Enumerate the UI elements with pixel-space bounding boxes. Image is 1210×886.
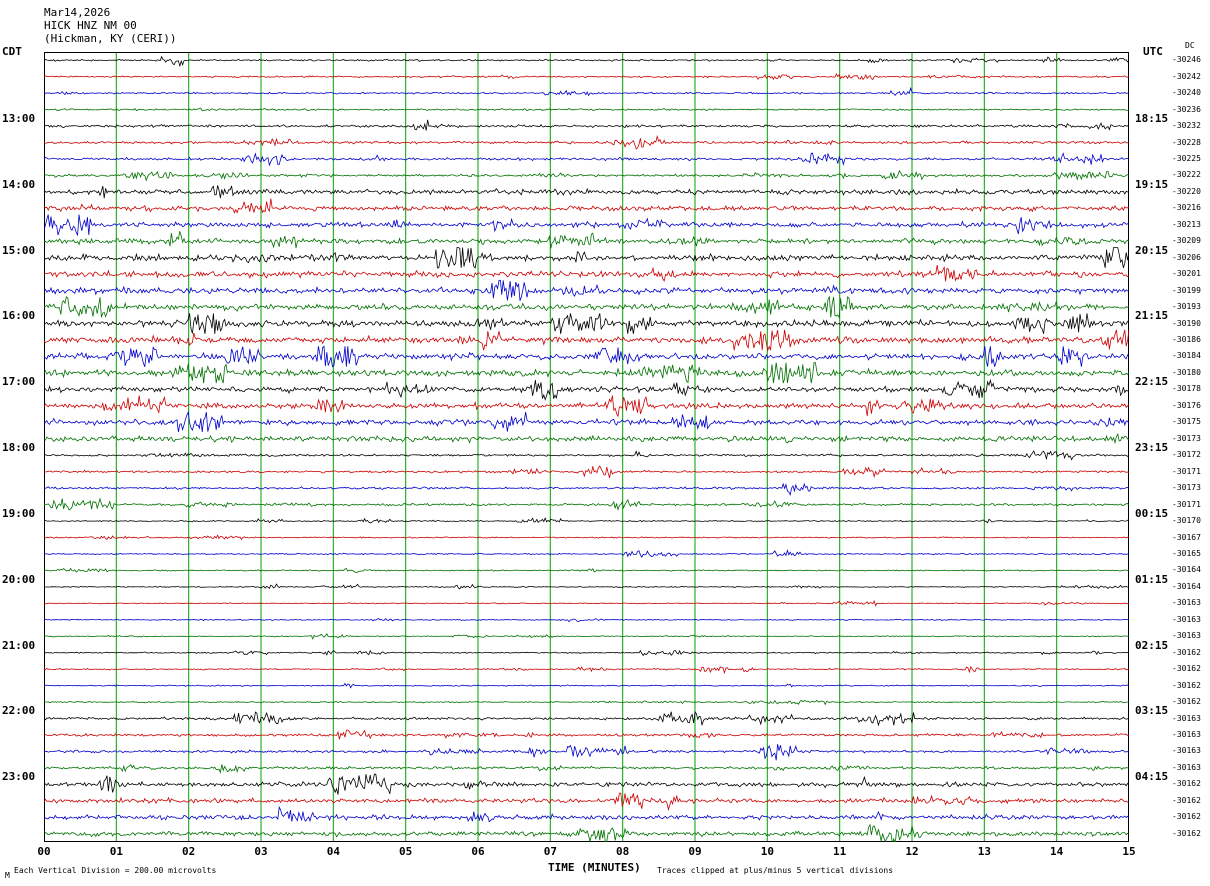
dc-value: -30163 xyxy=(1172,598,1201,608)
right-time-label: 18:15 xyxy=(1135,111,1169,125)
dc-value: -30163 xyxy=(1172,762,1201,772)
x-tick-label: 01 xyxy=(109,845,123,858)
left-time-label: 18:00 xyxy=(2,441,36,454)
dc-value: -30163 xyxy=(1172,614,1201,624)
header-date: Mar14,2026 xyxy=(44,6,111,19)
dc-value: -30167 xyxy=(1172,532,1201,542)
x-tick-label: 14 xyxy=(1050,845,1064,858)
x-tick-label: 12 xyxy=(905,845,919,858)
dc-value: -30246 xyxy=(1172,55,1201,65)
dc-value: -30163 xyxy=(1172,730,1201,740)
dc-value: -30162 xyxy=(1172,697,1201,707)
dc-value: -30163 xyxy=(1172,631,1201,641)
x-tick-label: 03 xyxy=(254,845,268,858)
x-tick-label: 08 xyxy=(616,845,630,858)
dc-value: -30162 xyxy=(1172,664,1201,674)
left-time-label: 14:00 xyxy=(2,177,36,191)
clip-note: Traces clipped at plus/minus 5 vertical divisions xyxy=(657,866,894,875)
left-time-label: 17:00 xyxy=(2,375,36,389)
dc-value: -30199 xyxy=(1172,285,1201,295)
x-tick-label: 02 xyxy=(182,845,196,858)
left-time-label: 16:00 xyxy=(2,309,36,323)
dc-value: -30190 xyxy=(1172,318,1201,328)
dc-value: -30175 xyxy=(1172,417,1201,427)
dc-value: -30225 xyxy=(1172,153,1201,163)
x-tick-label: 13 xyxy=(977,845,991,858)
left-time-label: 23:00 xyxy=(2,770,36,784)
x-tick-label: 07 xyxy=(543,845,557,858)
right-time-label: 01:15 xyxy=(1135,572,1169,586)
dc-value: -30184 xyxy=(1172,351,1201,361)
left-time-label: 22:00 xyxy=(2,704,36,718)
dc-value: -30171 xyxy=(1172,466,1201,476)
dc-value: -30232 xyxy=(1172,121,1201,131)
dc-value: -30162 xyxy=(1172,812,1201,822)
dc-value: -30162 xyxy=(1172,779,1201,789)
x-axis-title: TIME (MINUTES) xyxy=(548,861,641,874)
right-time-label: 00:15 xyxy=(1135,506,1169,520)
dc-value: -30242 xyxy=(1172,71,1201,81)
dc-value: -30162 xyxy=(1172,647,1201,657)
right-time-label: 23:15 xyxy=(1135,441,1169,454)
left-time-label: 21:00 xyxy=(2,638,36,652)
dc-value: -30216 xyxy=(1172,203,1201,213)
dc-value: -30240 xyxy=(1172,88,1201,98)
right-time-label: 20:15 xyxy=(1135,243,1169,257)
dc-value: -30163 xyxy=(1172,746,1201,756)
dc-column-label: DC xyxy=(1185,41,1195,50)
right-time-label: 03:15 xyxy=(1135,704,1169,718)
dc-value: -30228 xyxy=(1172,137,1201,147)
x-tick-label: 00 xyxy=(37,845,51,858)
x-tick-label: 05 xyxy=(399,845,413,858)
dc-value: -30164 xyxy=(1172,581,1201,591)
dc-value: -30201 xyxy=(1172,269,1201,279)
x-tick-label: 15 xyxy=(1122,845,1136,858)
dc-value: -30162 xyxy=(1172,680,1201,690)
dc-value: -30163 xyxy=(1172,713,1201,723)
dc-value: -30209 xyxy=(1172,236,1201,246)
dc-value: -30165 xyxy=(1172,548,1201,558)
x-tick-label: 04 xyxy=(326,845,340,858)
dc-value: -30172 xyxy=(1172,450,1201,460)
x-tick-label: 10 xyxy=(760,845,774,858)
dc-value: -30176 xyxy=(1172,400,1201,410)
dc-value: -30173 xyxy=(1172,433,1201,443)
left-time-label: 19:00 xyxy=(2,506,36,520)
dc-value: -30180 xyxy=(1172,367,1201,377)
x-tick-label: 06 xyxy=(471,845,485,858)
left-time-label: 13:00 xyxy=(2,111,36,125)
dc-value: -30220 xyxy=(1172,186,1201,196)
left-axis-label: CDT xyxy=(2,45,22,58)
header-location: (Hickman, KY (CERI)) xyxy=(44,32,177,45)
x-tick-label: 09 xyxy=(688,845,702,858)
microvolt-symbol: M xyxy=(5,871,10,880)
right-time-label: 04:15 xyxy=(1135,770,1169,784)
right-time-label: 19:15 xyxy=(1135,177,1169,191)
dc-value: -30213 xyxy=(1172,219,1201,229)
dc-value: -30171 xyxy=(1172,499,1201,509)
right-time-label: 22:15 xyxy=(1135,375,1169,389)
dc-value: -30170 xyxy=(1172,516,1201,526)
dc-value: -30173 xyxy=(1172,483,1201,493)
scale-note: Each Vertical Division = 200.00 microvolts xyxy=(14,866,217,875)
dc-value: -30162 xyxy=(1172,795,1201,805)
right-time-label: 21:15 xyxy=(1135,309,1169,323)
dc-value: -30186 xyxy=(1172,335,1201,345)
dc-value: -30206 xyxy=(1172,252,1201,262)
x-tick-label: 11 xyxy=(833,845,847,858)
right-time-label: 02:15 xyxy=(1135,638,1169,652)
dc-value: -30178 xyxy=(1172,384,1201,394)
dc-value: -30162 xyxy=(1172,828,1201,838)
left-time-label: 20:00 xyxy=(2,572,36,586)
right-axis-label: UTC xyxy=(1143,45,1163,58)
dc-value: -30164 xyxy=(1172,565,1201,575)
dc-value: -30193 xyxy=(1172,302,1201,312)
dc-value: -30222 xyxy=(1172,170,1201,180)
seismogram-plot xyxy=(44,52,1129,842)
header-station: HICK HNZ NM 00 xyxy=(44,19,137,32)
left-time-label: 15:00 xyxy=(2,243,36,257)
dc-value: -30236 xyxy=(1172,104,1201,114)
